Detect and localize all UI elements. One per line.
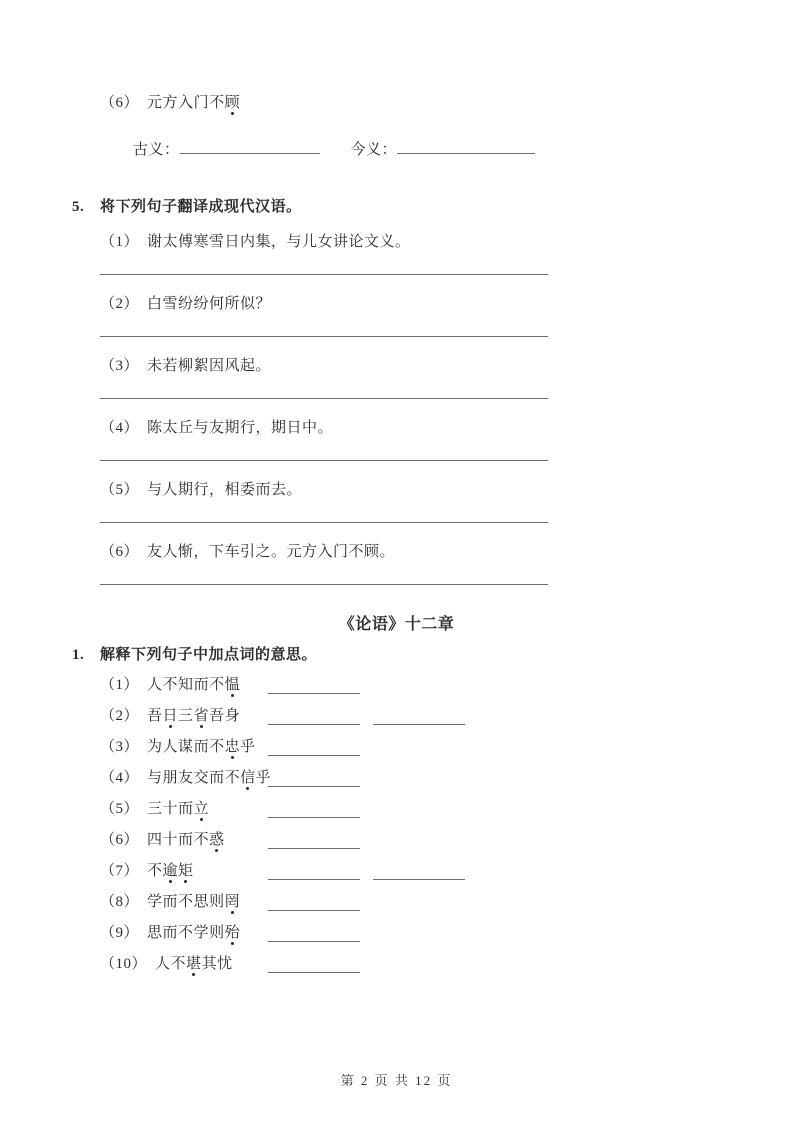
item-number: （3） bbox=[100, 739, 140, 755]
answer-blanks bbox=[268, 956, 373, 973]
explain-item bbox=[100, 708, 793, 725]
answer-blanks bbox=[268, 925, 373, 942]
answer-line bbox=[100, 336, 548, 337]
translation-item bbox=[100, 296, 548, 337]
item-number: （4） bbox=[100, 770, 140, 786]
section-title: 将下列句子翻译成现代汉语。 bbox=[100, 199, 302, 215]
answer-blanks bbox=[268, 677, 373, 694]
translation-section-header bbox=[72, 199, 793, 216]
item-text: 四十而不惑 bbox=[147, 832, 225, 848]
emphasized-char: 忠 bbox=[224, 739, 241, 755]
item-text: 未若柳絮因风起。 bbox=[147, 358, 272, 374]
answer-blanks bbox=[268, 739, 373, 756]
emphasized-char: 顾 bbox=[224, 95, 241, 111]
item-number: （5） bbox=[100, 482, 140, 498]
item-text: 与人期行，相委而去。 bbox=[147, 482, 303, 498]
answer-blanks bbox=[268, 863, 478, 880]
explain-item bbox=[100, 925, 793, 942]
item-number: （2） bbox=[100, 296, 140, 312]
item-number: （9） bbox=[100, 925, 140, 941]
answer-blank bbox=[268, 959, 360, 973]
answer-blank bbox=[268, 773, 360, 787]
answer-blank bbox=[268, 835, 360, 849]
item-number: （8） bbox=[100, 894, 140, 910]
explain-item bbox=[100, 677, 793, 694]
emphasized-char: 堪 bbox=[186, 956, 202, 972]
emphasized-char: 惑 bbox=[209, 832, 225, 848]
modern-meaning-blank bbox=[397, 140, 535, 154]
emphasized-char: 殆 bbox=[224, 925, 241, 941]
section-number: 5. bbox=[72, 199, 85, 215]
explain-item bbox=[100, 956, 793, 973]
explain-section-header bbox=[72, 647, 793, 664]
explain-item bbox=[100, 863, 793, 880]
explain-item bbox=[100, 739, 793, 756]
emphasized-char: 日 bbox=[162, 708, 179, 724]
explain-item bbox=[100, 832, 793, 849]
section-title: 解释下列句子中加点词的意思。 bbox=[100, 647, 318, 663]
answer-blanks bbox=[268, 770, 373, 787]
answer-blank bbox=[373, 866, 465, 880]
item-text: 为人谋而不忠乎 bbox=[147, 739, 256, 755]
answer-line bbox=[100, 584, 548, 585]
answer-blank bbox=[268, 866, 360, 880]
item-number: （4） bbox=[100, 420, 140, 436]
item-number: （6） bbox=[100, 95, 140, 111]
translation-item bbox=[100, 420, 548, 461]
answer-blank bbox=[268, 680, 360, 694]
emphasized-char: 逾 bbox=[162, 863, 179, 879]
item-number: （3） bbox=[100, 358, 140, 374]
section-number: 1. bbox=[72, 647, 85, 663]
answer-blank bbox=[268, 897, 360, 911]
emphasized-char: 省 bbox=[193, 708, 210, 724]
modern-meaning-label: 今义： bbox=[350, 142, 398, 158]
item-number: （7） bbox=[100, 863, 140, 879]
item-number: （5） bbox=[100, 801, 140, 817]
answer-line bbox=[100, 522, 548, 523]
answer-line bbox=[100, 398, 548, 399]
ancient-modern-item bbox=[100, 95, 793, 112]
item-text: 学而不思则罔 bbox=[147, 894, 241, 910]
translation-item bbox=[100, 482, 548, 523]
item-number: （2） bbox=[100, 708, 140, 724]
item-text: 思而不学则殆 bbox=[147, 925, 241, 941]
item-text: 陈太丘与友期行，期日中。 bbox=[147, 420, 334, 436]
answer-blank bbox=[268, 928, 360, 942]
item-number: （1） bbox=[100, 677, 140, 693]
item-text: 与朋友交而不信乎 bbox=[147, 770, 272, 786]
ancient-meaning-blank bbox=[180, 140, 320, 154]
answer-blanks bbox=[268, 708, 478, 725]
explain-item bbox=[100, 770, 793, 787]
item-text: 谢太傅寒雪日内集，与儿女讲论文义。 bbox=[147, 234, 411, 250]
answer-blanks bbox=[268, 832, 373, 849]
lunyu-title: 《论语》十二章 bbox=[338, 616, 455, 633]
emphasized-char: 信 bbox=[240, 770, 256, 786]
emphasized-char: 立 bbox=[193, 801, 210, 817]
answer-line bbox=[100, 274, 548, 275]
translation-item bbox=[100, 234, 548, 275]
emphasized-char: 矩 bbox=[178, 863, 194, 879]
item-text: 人不知而不愠 bbox=[147, 677, 241, 693]
item-number: （6） bbox=[100, 832, 140, 848]
emphasized-char: 罔 bbox=[224, 894, 241, 910]
item-number: （10） bbox=[100, 956, 148, 972]
emphasized-char: 愠 bbox=[224, 677, 241, 693]
translation-items bbox=[100, 234, 548, 585]
answer-blank bbox=[268, 711, 360, 725]
explain-item bbox=[100, 894, 793, 911]
item-text: 元方入门不顾 bbox=[147, 95, 241, 111]
translation-item bbox=[100, 544, 548, 585]
item-text: 人不堪其忧 bbox=[155, 956, 233, 972]
answer-blank bbox=[268, 742, 360, 756]
explain-item bbox=[100, 801, 793, 818]
item-text: 友人惭，下车引之。元方入门不顾。 bbox=[147, 544, 396, 560]
answer-blank bbox=[373, 711, 465, 725]
translation-item bbox=[100, 358, 548, 399]
explain-items bbox=[100, 677, 793, 973]
item-text: 不逾矩 bbox=[147, 863, 194, 879]
item-number: （1） bbox=[100, 234, 140, 250]
item-text: 吾日三省吾身 bbox=[147, 708, 241, 724]
answer-line bbox=[100, 460, 548, 461]
ancient-meaning-label: 古义： bbox=[133, 142, 180, 158]
item-number: （6） bbox=[100, 544, 140, 560]
item-text: 三十而立 bbox=[147, 801, 210, 817]
answer-blank bbox=[268, 804, 360, 818]
answer-blanks bbox=[268, 894, 373, 911]
answer-blanks bbox=[268, 801, 373, 818]
page-number-footer: 第 2 页 共 12 页 bbox=[340, 1073, 453, 1088]
item-text: 白雪纷纷何所似？ bbox=[147, 296, 272, 312]
ancient-modern-blanks-row bbox=[133, 140, 793, 159]
